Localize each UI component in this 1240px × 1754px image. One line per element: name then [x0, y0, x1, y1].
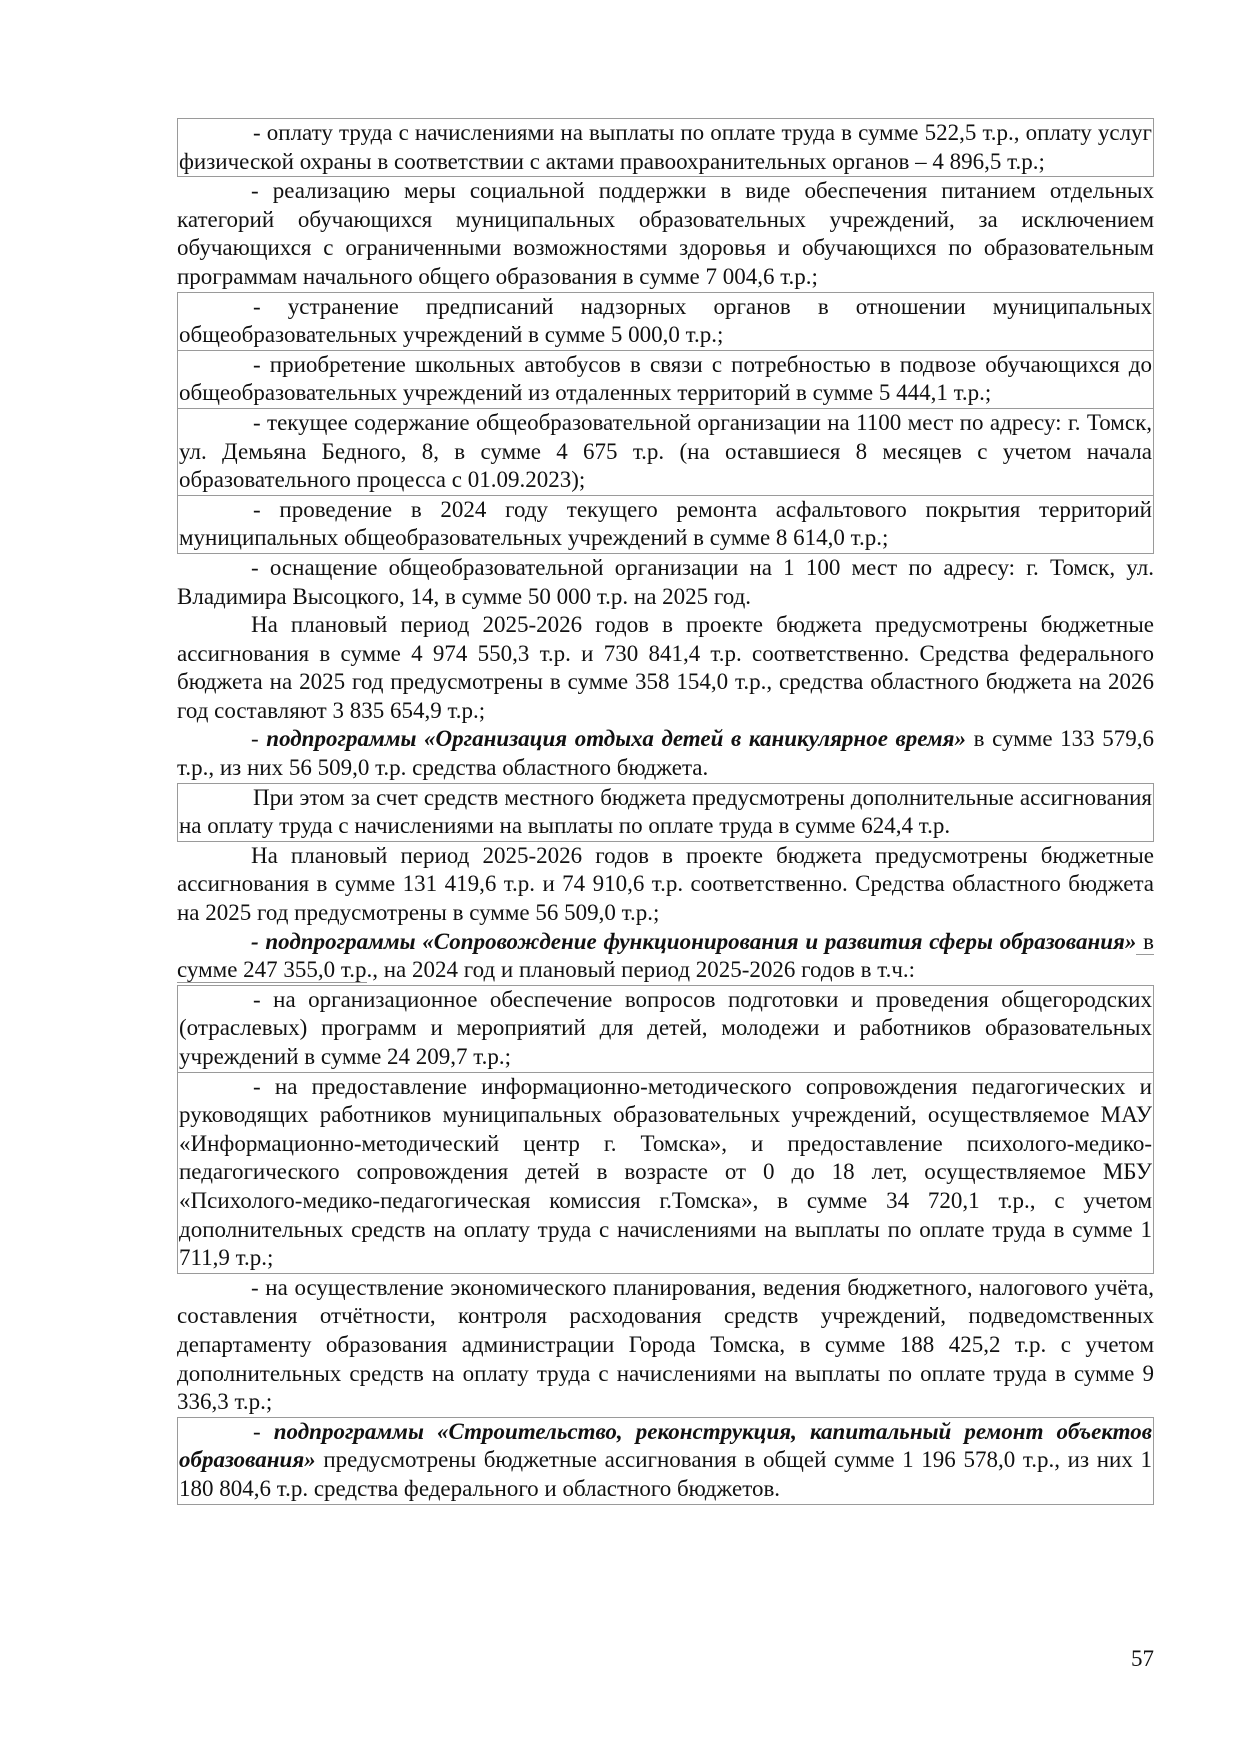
paragraph-asphalt-repair: [177, 496, 1154, 554]
paragraph-planning-period-1: [177, 611, 1154, 725]
paragraph-subprogram-recreation: [177, 725, 1154, 782]
paragraph-dash: -: [251, 726, 267, 752]
paragraph-dash: -: [253, 1418, 274, 1444]
paragraph-text: - устранение предписаний надзорных органов в отношении муниципальных общеобразовательных учреждений в сумме 5 000,0 т.р.;: [179, 293, 1152, 348]
paragraph-text: ., на 2024 год и плановый период 2025-2026 годов в т.ч.:: [366, 957, 916, 983]
paragraph-text: При этом за счет средств местного бюджета предусмотрены дополнительные ассигнования на оплату труда с начислениями на выплаты по оплате труда в сумме 624,4 т.р.: [179, 784, 1152, 839]
subprogram-title: подпрограммы «Организация отдыха детей в каникулярное время»: [266, 726, 967, 752]
paragraph-labor-and-security: [177, 118, 1154, 177]
paragraph-text: - оплату труда с начислениями на выплаты по оплате труда в сумме 522,5 т.р., оплату услуг физической охраны в соответствии с актами правоохранительных органов – 4 896,5 т.р.;: [179, 120, 1152, 174]
paragraph-school-maintenance: [177, 409, 1154, 496]
paragraph-subprogram-support: [177, 928, 1154, 985]
paragraph-text: На плановый период 2025-2026 годов в проекте бюджета предусмотрены бюджетные ассигнования в сумме 4 974 550,3 т.р. и 730 841,4 т.р. соответственно. Средства федерального бюджета на 2025 год предусмотрены в сумме 358 154,0 т.р., средства областного бюджета на 2026 год составляют 3 835 654,9 т.р.;: [177, 612, 1154, 723]
subprogram-title: - подпрограммы «Сопровождение функционирования и развития сферы образования»: [251, 928, 1137, 954]
paragraph-text: - проведение в 2024 году текущего ремонта асфальтового покрытия территорий муниципальных общеобразовательных учреждений в сумме 8 614,0 т.р.;: [179, 496, 1152, 551]
paragraph-text: - реализацию меры социальной поддержки в виде обеспечения питанием отдельных категорий обучающихся муниципальных образовательных учреждений, за исключением обучающихся с ограниченными возможностями здоровья и обучающихся по образовательным программам начального общего образования в сумме 7 004,6 т.р.;: [177, 178, 1154, 289]
paragraph-methodical-support: [177, 1073, 1154, 1274]
paragraph-local-budget: [177, 783, 1154, 842]
page-number: 57: [1131, 1646, 1154, 1671]
paragraph-text: - текущее содержание общеобразовательной организации на 1100 мест по адресу: г. Томск, ул. Демьяна Бедного, 8, в сумме 4 675 т.р. (на оставшиеся 8 месяцев с учетом начала образовательного процесса с 01.09.2023);: [179, 409, 1152, 493]
paragraph-school-buses: [177, 351, 1154, 409]
paragraph-text: На плановый период 2025-2026 годов в проекте бюджета предусмотрены бюджетные ассигнования в сумме 131 419,6 т.р. и 74 910,6 т.р. соответственно. Средства областного бюджета на 2025 год предусмотрены в сумме 56 509,0 т.р.;: [177, 842, 1154, 926]
paragraph-text: предусмотрены бюджетные ассигнования в общей сумме 1 196 578,0 т.р., из них 1 180 804,6 т.р. средства федерального и областного бюджетов.: [179, 1447, 1152, 1501]
paragraph-supervisory-orders: [177, 292, 1154, 351]
paragraph-text: - на осуществление экономического планирования, ведения бюджетного, налогового учёта, составления отчётности, контроля расходования средств учреждений, подведомственных департаменту образования администрации Города Томска, в сумме 188 425,2 т.р. с учетом дополнительных средств на оплату труда с начислениями на выплаты по оплате труда в сумме 9 336,3 т.р.;: [177, 1274, 1154, 1415]
subprogram-amount: в сумме 247 355,0 т.р: [177, 928, 1154, 983]
paragraph-text: в сумме 133 579,6 т.р., из них 56 509,0 т.р. средства областного бюджета.: [177, 726, 1154, 781]
paragraph-planning-period-2: [177, 842, 1154, 928]
paragraph-text: - оснащение общеобразовательной организации на 1 100 мест по адресу: г. Томск, ул. Владимира Высоцкого, 14, в сумме 50 000 т.р. на 2025 год.: [177, 554, 1154, 609]
subprogram-title: подпрограммы «Строительство, реконструкция, капитальный ремонт объектов образования»: [179, 1418, 1152, 1473]
paragraph-equipment: [177, 554, 1154, 611]
paragraph-meal-support: [177, 177, 1154, 291]
document-page: [177, 118, 1154, 1505]
paragraph-text: - на организационное обеспечение вопросов подготовки и проведения общегородских (отраслевых) программ и мероприятий для детей, молодежи и работников образовательных учреждений в сумме 24 209,7 т.р.;: [179, 986, 1152, 1069]
paragraph-economic-planning: [177, 1274, 1154, 1417]
paragraph-citywide-programs: [177, 985, 1154, 1073]
paragraph-text: - приобретение школьных автобусов в связи с потребностью в подвозе обучающихся до общеобразовательных учреждений из отдаленных территорий в сумме 5 444,1 т.р.;: [179, 351, 1152, 406]
paragraph-text: - на предоставление информационно-методического сопровождения педагогических и руководящих работников муниципальных образовательных учреждений, осуществляемое МАУ «Информационно-методический центр г. Томска», и предоставление психолого-медико-педагогического сопровождения детей в возрасте от 0 до 18 лет, осуществляемое МБУ «Психолого-медико-педагогическая комиссия г.Томска», в сумме 34 720,1 т.р., с учетом дополнительных средств на оплату труда с начислениями на выплаты по оплате труда в сумме 1 711,9 т.р.;: [179, 1073, 1152, 1271]
paragraph-subprogram-construction: [177, 1417, 1154, 1505]
